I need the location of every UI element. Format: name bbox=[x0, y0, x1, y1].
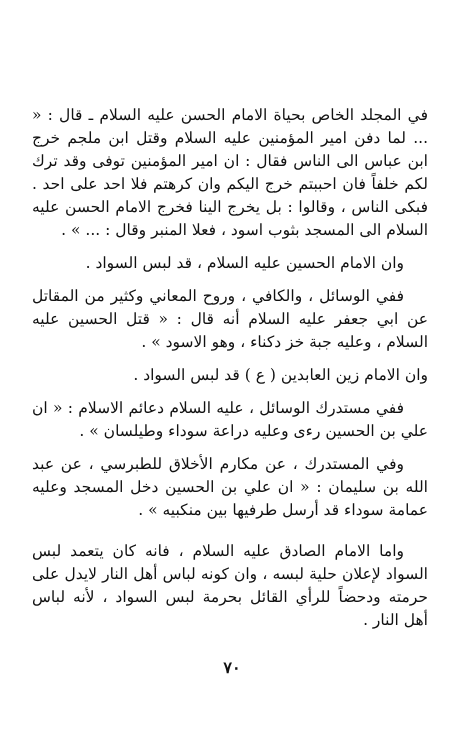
paragraph-zayn-al-abidin: وان الامام زين العابدين ( ع ) قد لبس السواد . bbox=[133, 366, 428, 384]
paragraph-mustadrak: ففي مستدرك الوسائل ، عليه السلام دعائم الاسلام : « ان علي بن الحسين رءى وعليه دراعة سوداء وطيلسان » . bbox=[32, 399, 428, 440]
body-text bbox=[32, 104, 428, 632]
paragraph-imam-husayn: وان الامام الحسين عليه السلام ، قد لبس السواد . bbox=[85, 254, 404, 272]
paragraph-wasail-kafi: ففي الوسائل ، والكافي ، وروح المعاني وكثير من المقاتل عن ابي جعفر عليه السلام أنه قال : « قتل الحسين عليه السلام ، وعليه جبة خز دكناء ، وهو الاسود » . bbox=[32, 287, 428, 351]
paragraph-imam-sadiq: واما الامام الصادق عليه السلام ، فانه كان يتعمد لبس السواد لإعلان حلية لبسه ، وان كونه لباس أهل النار لايدل على حرمته ودحضاً للرأي القائل بحرمة لبس السواد ، لأنه لباس أهل النار . bbox=[32, 542, 428, 629]
paragraph-imam-hasan: في المجلد الخاص بحياة الامام الحسن عليه السلام ـ قال : « ... لما دفن امير المؤمنين عليه السلام وقتل ابن ملجم خرج ابن عباس الى الناس فقال : ان امير المؤمنين توفى وقد ترك لكم خلفاً فان احببتم خرج اليكم وان كرهتم فلا احد على احد . فبكى الناس ، وقالوا : بل يخرج الينا فخرج الامام الحسن عليه السلام الى المسجد بثوب اسود ، فعلا المنبر وقال : ... » . bbox=[32, 106, 428, 239]
page-number: ٧٠ bbox=[223, 658, 241, 677]
paragraph-makarim: وفي المستدرك ، عن مكارم الأخلاق للطبرسي ، عن عبد الله بن سليمان : « ان علي بن الحسين دخل المسجد وعليه عمامة سوداء قد أرسل طرفيها بين منكبيه » . bbox=[32, 455, 428, 519]
